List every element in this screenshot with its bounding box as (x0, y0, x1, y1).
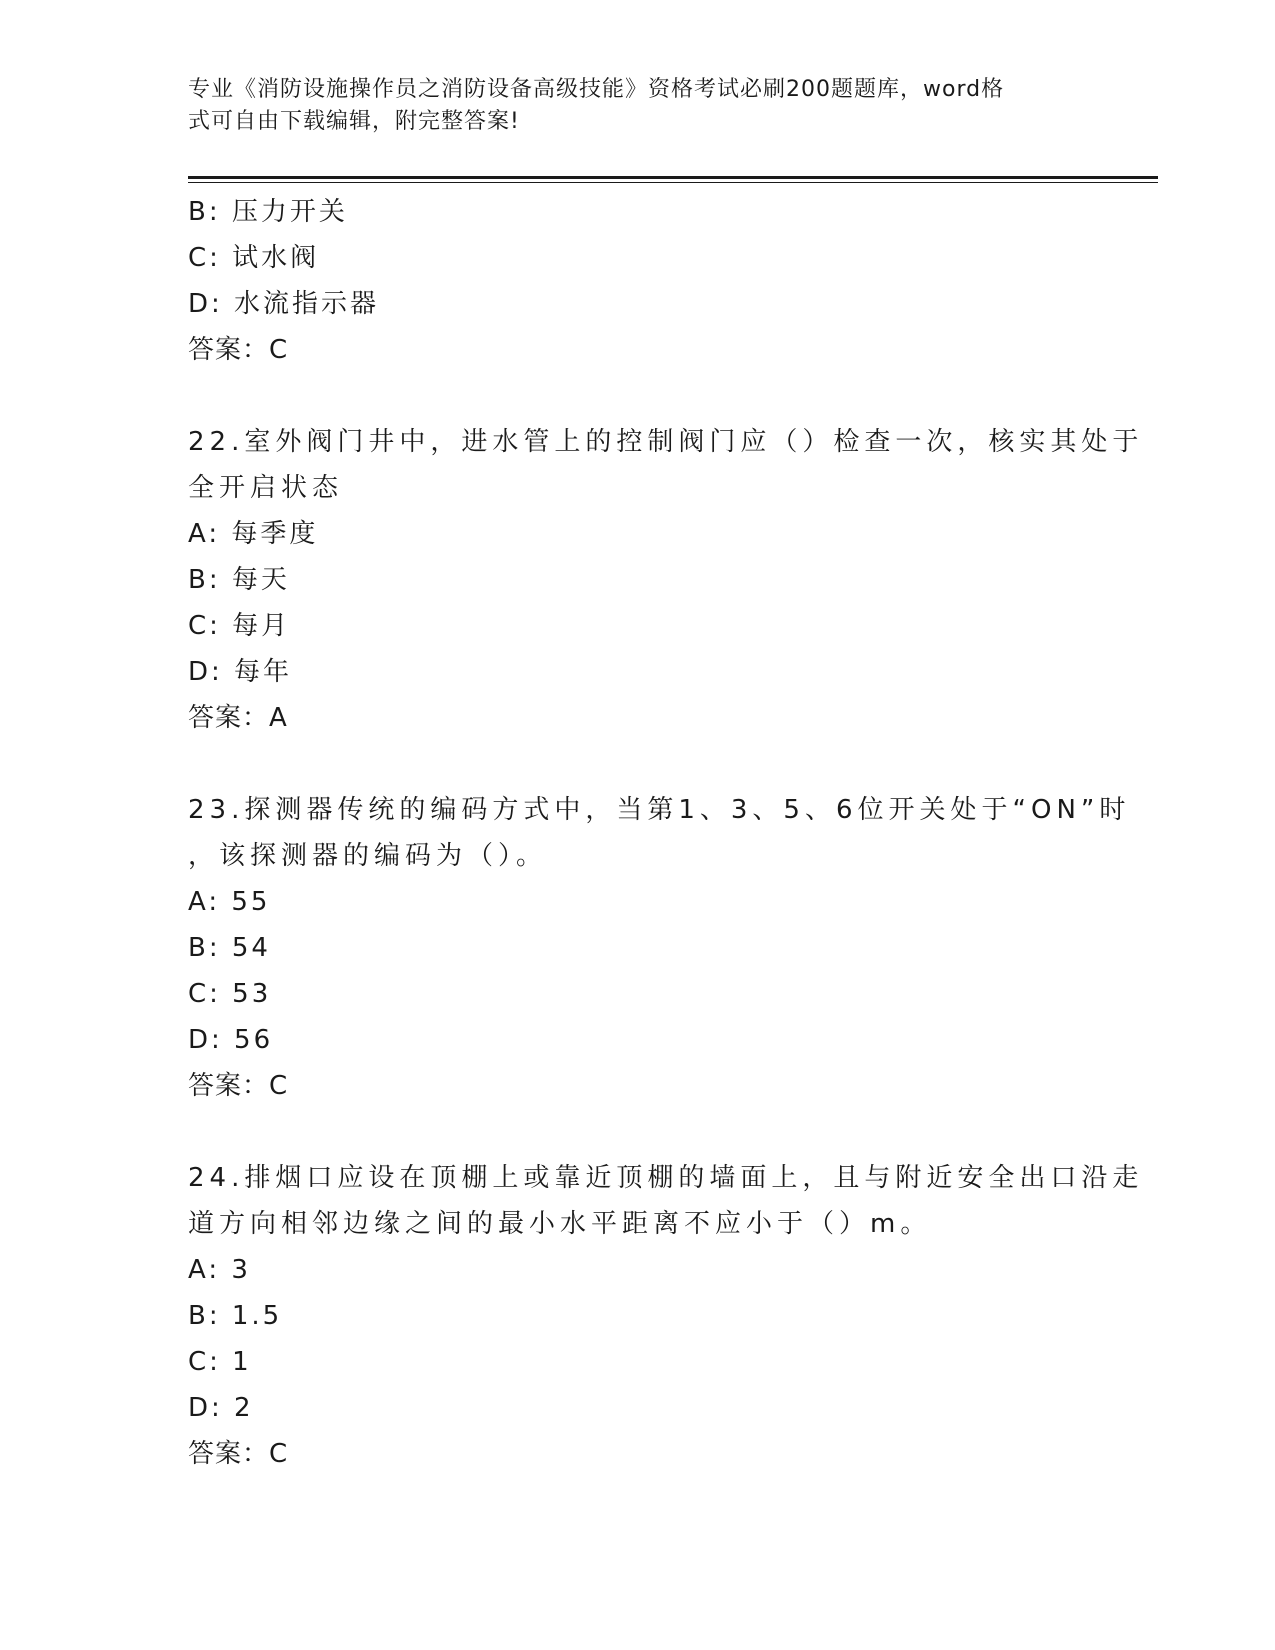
question-list (188, 189, 1144, 1477)
question-stem-continued: 道方向相邻边缘之间的最小水平距离不应小于（）m。 (188, 1209, 932, 1239)
document-header (188, 74, 1088, 138)
answer-line: 答案：C (188, 335, 289, 365)
question-24 (188, 1155, 1144, 1477)
option-c: C: 试水阀 (188, 243, 320, 273)
option-a: A: 55 (188, 887, 271, 917)
option-d: D: 56 (188, 1025, 274, 1055)
option-b: B: 每天 (188, 565, 290, 595)
question-stem: 23.探测器传统的编码方式中，当第1、3、5、6位开关处于“ON”时 (188, 795, 1131, 825)
option-d: D: 水流指示器 (188, 289, 380, 319)
header-divider-thin (188, 182, 1158, 183)
spacer (188, 373, 1088, 419)
question-fragment (188, 189, 1088, 373)
option-a: A: 每季度 (188, 519, 319, 549)
question-stem: 24.排烟口应设在顶棚上或靠近顶棚的墙面上，且与附近安全出口沿走 (188, 1163, 1144, 1193)
header-line-2: 式可自由下载编辑，附完整答案! (188, 109, 520, 134)
question-stem-continued: 全开启状态 (188, 473, 344, 503)
option-b: B: 压力开关 (188, 197, 348, 227)
option-b: B: 54 (188, 933, 271, 963)
option-d: D: 每年 (188, 657, 293, 687)
header-line-1: 专业《消防设施操作员之消防设备高级技能》资格考试必刷200题题库，word格 (188, 77, 1005, 102)
header-divider-thick (188, 176, 1158, 179)
answer-line: 答案：A (188, 703, 288, 733)
answer-line: 答案：C (188, 1439, 289, 1469)
question-22 (188, 419, 1144, 741)
question-stem: 22.室外阀门井中，进水管上的控制阀门应（）检查一次，核实其处于 (188, 427, 1144, 457)
spacer (188, 1109, 1088, 1155)
option-b: B: 1.5 (188, 1301, 283, 1331)
option-c: C: 53 (188, 979, 272, 1009)
answer-line: 答案：C (188, 1071, 289, 1101)
spacer (188, 741, 1088, 787)
option-c: C: 1 (188, 1347, 252, 1377)
option-c: C: 每月 (188, 611, 291, 641)
question-23 (188, 787, 1131, 1109)
question-stem-continued: ，该探测器的编码为（）。 (188, 841, 548, 871)
option-a: A: 3 (188, 1255, 251, 1285)
option-d: D: 2 (188, 1393, 254, 1423)
